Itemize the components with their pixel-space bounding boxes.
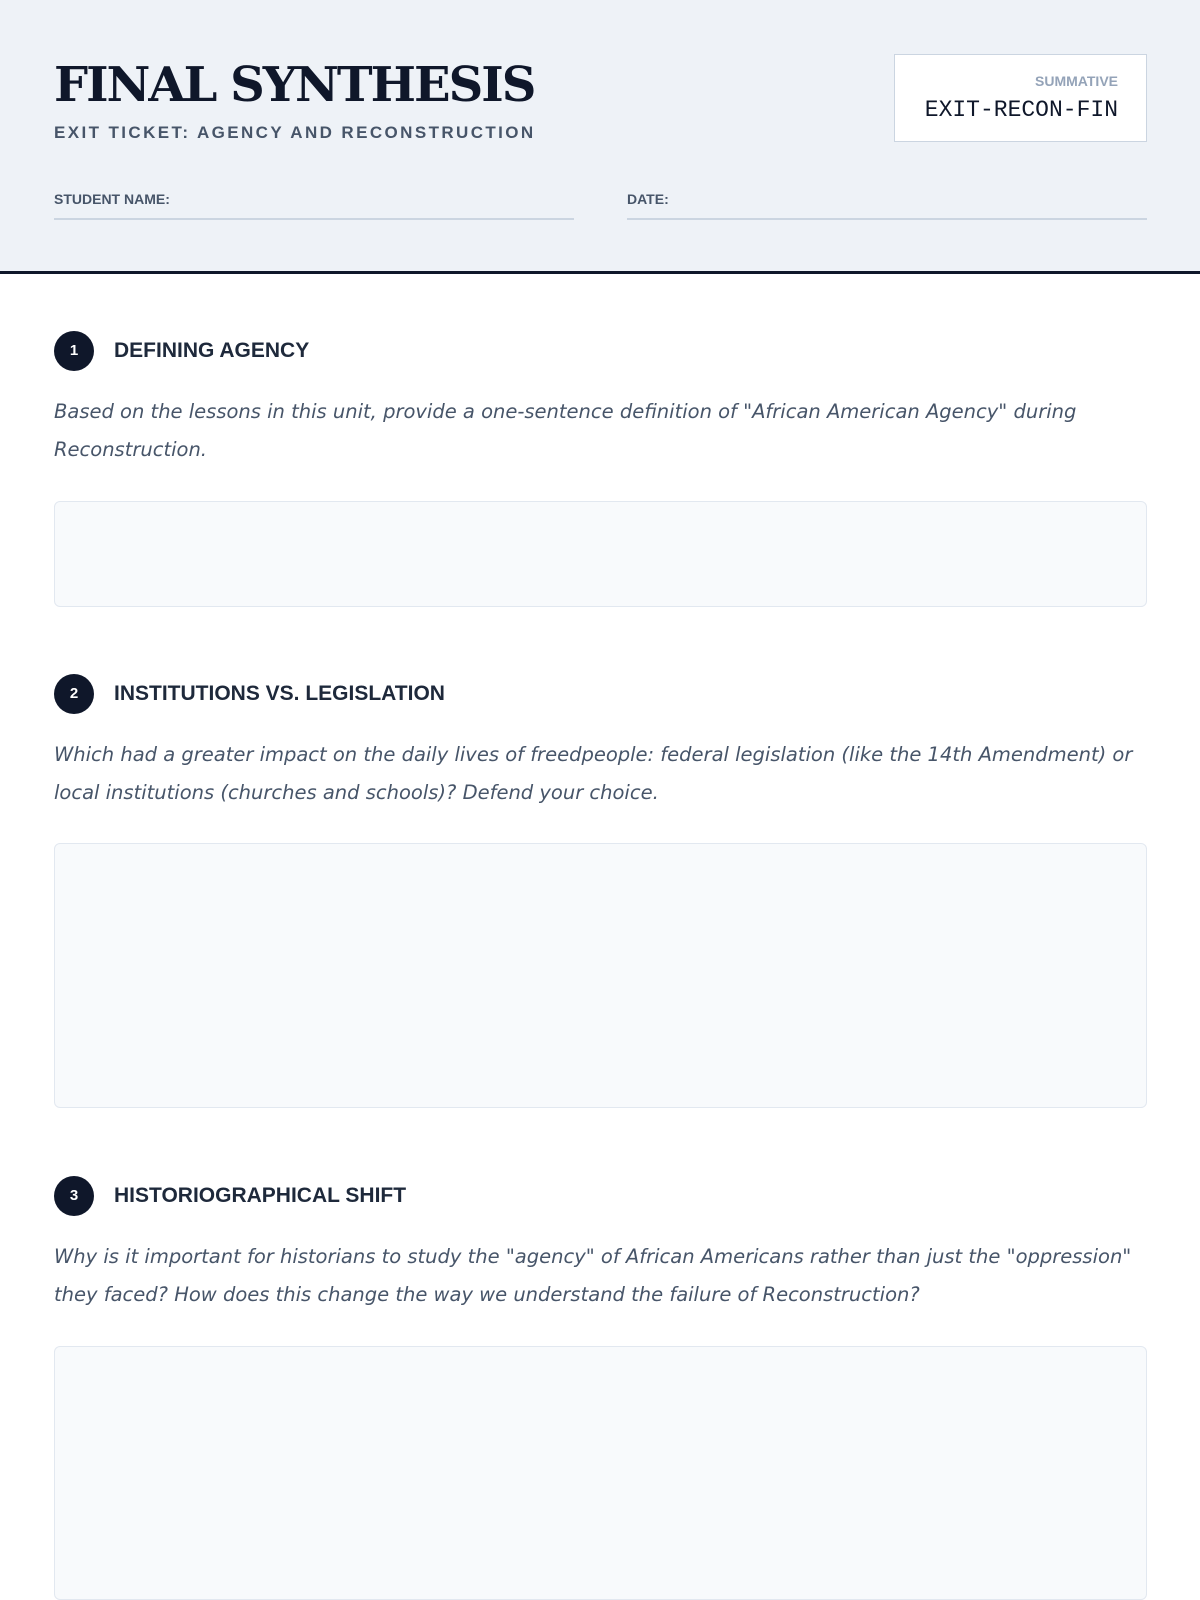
student-name-label: STUDENT NAME: xyxy=(54,191,170,207)
answer-box[interactable] xyxy=(54,501,1147,607)
assessment-type-label: SUMMATIVE xyxy=(1035,73,1118,89)
question-heading xyxy=(54,674,1147,714)
question-title: INSTITUTIONS VS. LEGISLATION xyxy=(114,682,445,705)
question-number-badge: 2 xyxy=(54,674,94,714)
page-subtitle: EXIT TICKET: AGENCY AND RECONSTRUCTION xyxy=(54,123,536,142)
assessment-code-box xyxy=(894,54,1147,142)
question-title: HISTORIOGRAPHICAL SHIFT xyxy=(114,1184,407,1207)
answer-box[interactable] xyxy=(54,843,1147,1108)
question-number-badge: 1 xyxy=(54,331,94,371)
question-heading xyxy=(54,331,1147,371)
page-title: FINAL SYNTHESIS xyxy=(54,57,535,113)
answer-box[interactable] xyxy=(54,1346,1147,1600)
student-name-field[interactable] xyxy=(54,190,574,220)
question-prompt: Based on the lessons in this unit, provide a one-sentence definition of "African American Agency" during Reconstruction. xyxy=(54,400,1077,461)
date-label: DATE: xyxy=(627,191,669,207)
question-title: DEFINING AGENCY xyxy=(114,339,310,362)
question-number-badge: 3 xyxy=(54,1176,94,1216)
question-prompt: Which had a greater impact on the daily lives of freedpeople: federal legislation (like the 14th Amendment) or local institutions (churches and schools)? Defend your choice. xyxy=(54,743,1133,804)
question-prompt: Why is it important for historians to study the "agency" of African Americans rather than just the "oppression" they faced? How does this change the way we understand the failure of Reconstruction? xyxy=(54,1245,1132,1306)
date-field[interactable] xyxy=(627,190,1147,220)
worksheet-header xyxy=(0,0,1200,274)
question-heading xyxy=(54,1176,1147,1216)
assessment-code: EXIT-RECON-FIN xyxy=(924,97,1118,123)
